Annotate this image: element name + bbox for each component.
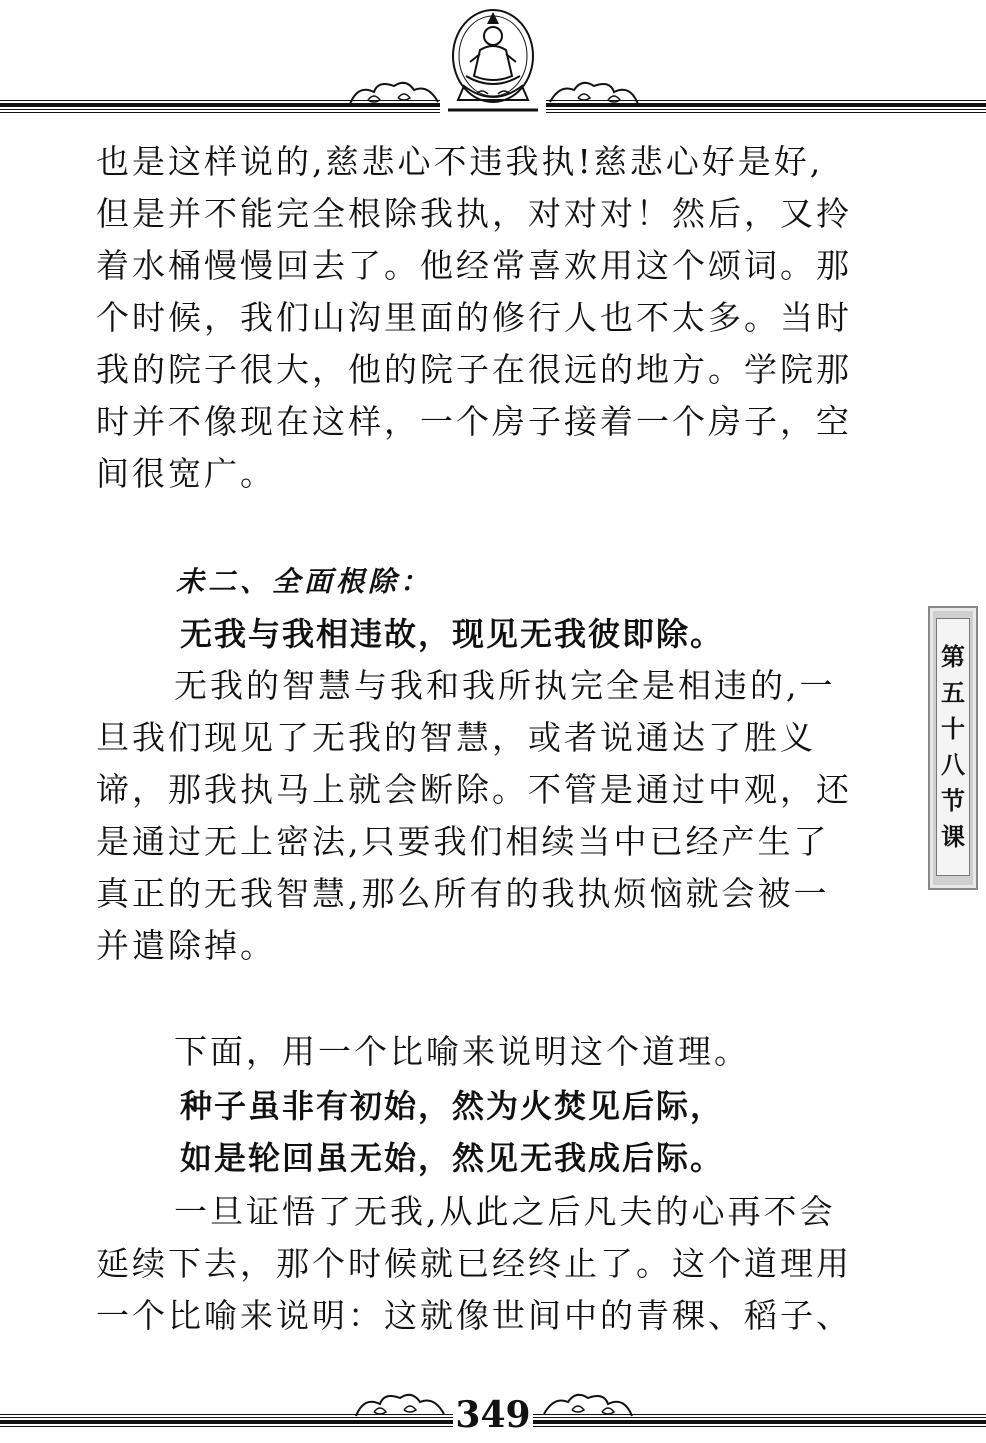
paragraph-2 [96, 660, 888, 972]
side-tab-char: 十 [941, 714, 965, 743]
side-tab-char: 第 [941, 642, 965, 671]
verse-line: 种子虽非有初始，然为火焚见后际， [180, 1087, 725, 1125]
text-line: 并遣除掉。 [96, 926, 276, 965]
side-tab-char: 课 [941, 822, 965, 851]
text-line: 旦我们现见了无我的智慧，或者说通达了胜义 [96, 718, 816, 757]
verse-2 [180, 1080, 880, 1184]
cloud-ornament-icon [542, 1390, 634, 1420]
cloud-ornament-icon [348, 78, 440, 108]
verse-1: 无我与我相违故，现见无我彼即除。 [180, 615, 725, 653]
text-line: 谛，那我执马上就会断除。不管是通过中观，还 [96, 770, 852, 809]
cloud-ornament-icon [354, 1390, 446, 1420]
chapter-side-tab [928, 606, 978, 890]
text-line: 个时候，我们山沟里面的修行人也不太多。当时 [96, 298, 852, 337]
side-tab-char: 八 [941, 750, 965, 779]
side-tab-char: 五 [941, 678, 965, 707]
text-line: 但是并不能完全根除我执，对对对！然后，又拎 [96, 194, 852, 233]
text-line: 无我的智慧与我和我所执完全是相违的,一 [174, 666, 836, 705]
text-line: 是通过无上密法,只要我们相续当中已经产生了 [96, 822, 830, 861]
text-line: 延续下去，那个时候就已经终止了。这个道理用 [96, 1244, 852, 1283]
page-number: 349 [453, 1395, 533, 1435]
deity-emblem-icon [440, 6, 546, 114]
text-line: 一个比喻来说明：这就像世间中的青稞、稻子、 [96, 1296, 852, 1335]
side-tab-char: 节 [941, 786, 965, 815]
cloud-ornament-icon [548, 78, 640, 108]
paragraph-3 [96, 1186, 888, 1342]
paragraph-1 [96, 136, 888, 500]
verse-line: 如是轮回虽无始，然见无我成后际。 [180, 1139, 725, 1177]
text-line: 我的院子很大，他的院子在很远的地方。学院那 [96, 350, 852, 389]
section-heading: 未二、全面根除： [176, 565, 433, 598]
text-line: 间很宽广。 [96, 454, 276, 493]
text-line: 真正的无我智慧,那么所有的我执烦恼就会被一 [96, 874, 830, 913]
text-line: 着水桶慢慢回去了。他经常喜欢用这个颂词。那 [96, 246, 852, 285]
intro-line: 下面，用一个比喻来说明这个道理。 [174, 1032, 750, 1071]
text-line: 时并不像现在这样，一个房子接着一个房子，空 [96, 402, 852, 441]
text-line: 也是这样说的,慈悲心不违我执!慈悲心好是好, [96, 142, 824, 181]
text-line: 一旦证悟了无我,从此之后凡夫的心再不会 [174, 1192, 836, 1231]
